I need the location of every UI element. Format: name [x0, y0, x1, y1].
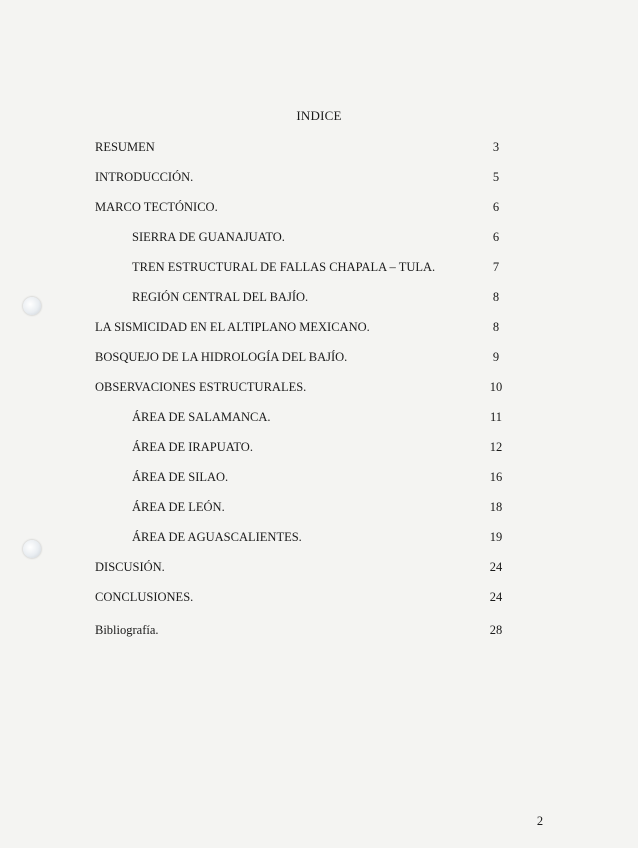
toc-entry-label: ÁREA DE SILAO.	[132, 470, 229, 484]
toc-entry-label: SIERRA DE GUANAJUATO.	[132, 230, 285, 244]
toc-entry-page: 5	[492, 170, 500, 184]
toc-entry-page: 24	[489, 560, 503, 574]
toc-entry	[0, 138, 638, 156]
toc-entry	[0, 588, 638, 606]
toc-entry-page: 9	[492, 350, 500, 364]
toc-subentry	[0, 258, 638, 276]
toc-entry-label: ÁREA DE IRAPUATO.	[132, 440, 253, 454]
toc-entry-label: LA SISMICIDAD EN EL ALTIPLANO MEXICANO.	[95, 320, 370, 334]
toc-entry-page: 7	[492, 260, 500, 274]
toc-entry-page: 8	[492, 290, 500, 304]
toc-entry-label: ÁREA DE LEÓN.	[132, 500, 225, 514]
toc-entry-page: 12	[489, 440, 503, 454]
toc-entry	[0, 348, 638, 366]
toc-entry-page: 19	[489, 530, 503, 544]
toc-subentry	[0, 528, 638, 546]
toc-entry-label: REGIÓN CENTRAL DEL BAJÍO.	[132, 290, 309, 304]
toc-entry-label: ÁREA DE SALAMANCA.	[132, 410, 271, 424]
toc-entry-label: ÁREA DE AGUASCALIENTES.	[132, 530, 302, 544]
toc-entry	[0, 621, 638, 639]
toc-entry-label: TREN ESTRUCTURAL DE FALLAS CHAPALA – TULA.	[132, 260, 436, 274]
toc-entry-label: DISCUSIÓN.	[95, 560, 165, 574]
page-number: 2	[536, 814, 544, 828]
toc-entry-label: Bibliografía.	[95, 623, 159, 637]
toc-entry-page: 24	[489, 590, 503, 604]
toc-subentry	[0, 288, 638, 306]
toc-entry-page: 18	[489, 500, 503, 514]
toc-entry-label: CONCLUSIONES.	[95, 590, 194, 604]
toc-subentry	[0, 228, 638, 246]
toc-subentry	[0, 438, 638, 456]
toc-entry-page: 6	[492, 200, 500, 214]
toc-entry-page: 6	[492, 230, 500, 244]
toc-entry-label: OBSERVACIONES ESTRUCTURALES.	[95, 380, 307, 394]
toc-entry-label: MARCO TECTÓNICO.	[95, 200, 218, 214]
toc-entry-label: RESUMEN	[95, 140, 155, 154]
toc-title: INDICE	[296, 108, 342, 123]
toc-subentry	[0, 468, 638, 486]
toc-entry-page: 11	[489, 410, 503, 424]
toc-entry-page: 28	[489, 623, 503, 637]
toc-entry-label: BOSQUEJO DE LA HIDROLOGÍA DEL BAJÍO.	[95, 350, 348, 364]
toc-subentry	[0, 498, 638, 516]
toc-entry	[0, 558, 638, 576]
toc-subentry	[0, 408, 638, 426]
toc-entry-page: 16	[489, 470, 503, 484]
toc-entry	[0, 168, 638, 186]
toc-entry	[0, 318, 638, 336]
toc-entry	[0, 198, 638, 216]
toc-entry-page: 8	[492, 320, 500, 334]
toc-entry-label: INTRODUCCIÓN.	[95, 170, 194, 184]
toc-entry-page: 10	[489, 380, 503, 394]
toc-entry-page: 3	[492, 140, 500, 154]
toc-entry	[0, 378, 638, 396]
